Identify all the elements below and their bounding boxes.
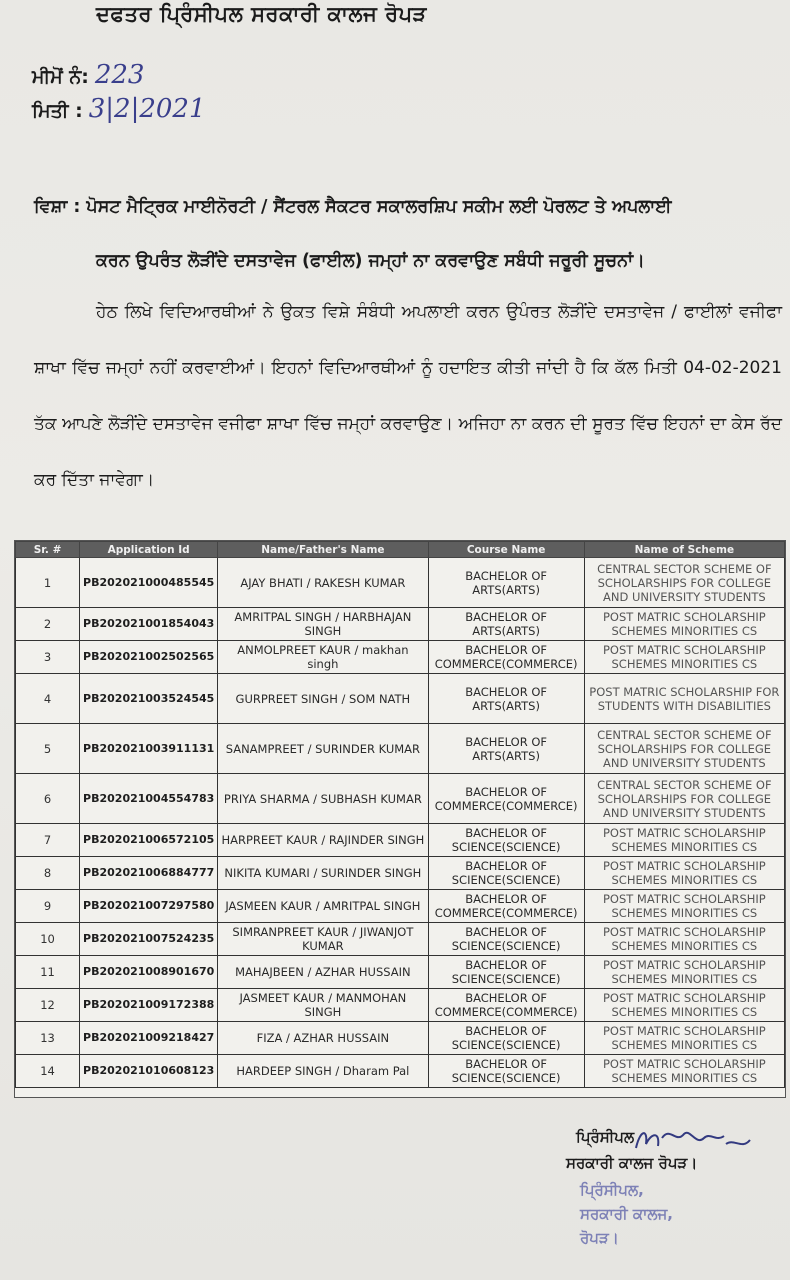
cell-application-id: PB202021007524235 — [80, 923, 218, 956]
cell-scheme: CENTRAL SECTOR SCHEME OF SCHOLARSHIPS FOR COLLEGE AND UNIVERSITY STUDENTS — [584, 774, 784, 824]
cell-scheme: POST MATRIC SCHOLARSHIP SCHEMES MINORITIES CS — [584, 923, 784, 956]
table-row — [16, 989, 785, 1022]
cell-course: BACHELOR OF COMMERCE(COMMERCE) — [428, 890, 584, 923]
date-label: ਮਿਤੀ : — [32, 100, 83, 122]
table-row — [16, 674, 785, 724]
cell-sr: 8 — [16, 857, 80, 890]
office-stamp — [580, 1178, 673, 1250]
cell-course: BACHELOR OF ARTS(ARTS) — [428, 674, 584, 724]
cell-application-id: PB202021003911131 — [80, 724, 218, 774]
table-row — [16, 857, 785, 890]
cell-sr: 10 — [16, 923, 80, 956]
cell-scheme: POST MATRIC SCHOLARSHIP SCHEMES MINORITIES CS — [584, 1022, 784, 1055]
cell-scheme: POST MATRIC SCHOLARSHIP SCHEMES MINORITIES CS — [584, 824, 784, 857]
cell-application-id: PB202021008901670 — [80, 956, 218, 989]
subject — [34, 180, 784, 288]
cell-scheme: POST MATRIC SCHOLARSHIP FOR STUDENTS WITH DISABILITIES — [584, 674, 784, 724]
date-value: 3|2|2021 — [88, 94, 206, 124]
col-header-scheme: Name of Scheme — [584, 542, 784, 558]
cell-scheme: CENTRAL SECTOR SCHEME OF SCHOLARSHIPS FOR COLLEGE AND UNIVERSITY STUDENTS — [584, 724, 784, 774]
date-line — [32, 94, 206, 124]
cell-sr: 4 — [16, 674, 80, 724]
table-row — [16, 1022, 785, 1055]
col-header-application-id: Application Id — [80, 542, 218, 558]
cell-application-id: PB202021009218427 — [80, 1022, 218, 1055]
college-name: ਸਰਕਾਰੀ ਕਾਲਜ ਰੋਪੜ। — [566, 1154, 698, 1172]
cell-name: MAHAJBEEN / AZHAR HUSSAIN — [218, 956, 428, 989]
memo-label: ਮੀਮੋਂ ਨੰ: — [32, 66, 89, 88]
cell-name: PRIYA SHARMA / SUBHASH KUMAR — [218, 774, 428, 824]
cell-name: FIZA / AZHAR HUSSAIN — [218, 1022, 428, 1055]
cell-application-id: PB202021009172388 — [80, 989, 218, 1022]
stamp-line-1: ਪ੍ਰਿੰਸੀਪਲ, — [580, 1181, 644, 1199]
cell-course: BACHELOR OF ARTS(ARTS) — [428, 558, 584, 608]
principal-label: ਪ੍ਰਿੰਸੀਪਲ — [576, 1128, 635, 1146]
office-header: ਦਫਤਰ ਪ੍ਰਿੰਸੀਪਲ ਸਰਕਾਰੀ ਕਾਲਜ ਰੋਪੜ — [96, 2, 427, 26]
cell-scheme: POST MATRIC SCHOLARSHIP SCHEMES MINORITIES CS — [584, 956, 784, 989]
cell-name: GURPREET SINGH / SOM NATH — [218, 674, 428, 724]
cell-sr: 5 — [16, 724, 80, 774]
cell-course: BACHELOR OF COMMERCE(COMMERCE) — [428, 989, 584, 1022]
cell-course: BACHELOR OF SCIENCE(SCIENCE) — [428, 1022, 584, 1055]
stamp-line-3: ਰੋਪੜ। — [580, 1229, 619, 1247]
cell-course: BACHELOR OF ARTS(ARTS) — [428, 724, 584, 774]
cell-course: BACHELOR OF COMMERCE(COMMERCE) — [428, 774, 584, 824]
cell-course: BACHELOR OF COMMERCE(COMMERCE) — [428, 641, 584, 674]
signature-block — [566, 1118, 786, 1278]
cell-application-id: PB202021007297580 — [80, 890, 218, 923]
students-table — [14, 540, 786, 1098]
cell-scheme: POST MATRIC SCHOLARSHIP SCHEMES MINORITIES CS — [584, 989, 784, 1022]
cell-sr: 7 — [16, 824, 80, 857]
cell-sr: 3 — [16, 641, 80, 674]
subject-line-2: ਕਰਨ ਉਪਰੰਤ ਲੋੜੀਂਦੇ ਦਸਤਾਵੇਜ (ਫਾਈਲ) ਜਮ੍ਹਾਂ ਨਾ ਕਰਵਾਉਣ ਸਬੰਧੀ ਜਰੂਰੀ ਸੂਚਨਾਂ। — [96, 251, 645, 271]
cell-name: HARPREET KAUR / RAJINDER SINGH — [218, 824, 428, 857]
cell-name: SIMRANPREET KAUR / JIWANJOT KUMAR — [218, 923, 428, 956]
stamp-line-2: ਸਰਕਾਰੀ ਕਾਲਜ, — [580, 1205, 674, 1223]
cell-scheme: POST MATRIC SCHOLARSHIP SCHEMES MINORITIES CS — [584, 608, 784, 641]
table-row — [16, 824, 785, 857]
cell-name: AMRITPAL SINGH / HARBHAJAN SINGH — [218, 608, 428, 641]
table-row — [16, 608, 785, 641]
cell-sr: 12 — [16, 989, 80, 1022]
notice-body-text: ਹੇਠ ਲਿਖੇ ਵਿਦਿਆਰਥੀਆਂ ਨੇ ਉਕਤ ਵਿਸ਼ੇ ਸੰਬੰਧੀ ਅਪਲਾਈ ਕਰਨ ਉਪੰਰਤ ਲੋੜੀਂਦੇ ਦਸਤਾਵੇਜ / ਫਾਈਲਾਂ ਵਜੀਫਾ ਸ਼ਾਖਾ ਵਿੱਚ ਜਮ੍ਹਾਂ ਨਹੀਂ ਕਰਵਾਈਆਂ। ਇਹਨਾਂ ਵਿਦਿਆਰਥੀਆਂ ਨੂੰ ਹਦਾਇਤ ਕੀਤੀ ਜਾਂਦੀ ਹੈ ਕਿ ਕੱਲ ਮਿਤੀ 04-02-2021 ਤੱਕ ਆਪਣੇ ਲੋੜੀਂਦੇ ਦਸਤਾਵੇਜ ਵਜੀਫਾ ਸ਼ਾਖਾ ਵਿੱਚ ਜਮ੍ਹਾਂ ਕਰਵਾਉਣ। ਅਜਿਹਾ ਨਾ ਕਰਨ ਦੀ ਸੂਰਤ ਵਿੱਚ ਇਹਨਾਂ ਦਾ ਕੇਸ ਰੱਦ ਕਰ ਦਿੱਤਾ ਜਾਵੇਗਾ। — [34, 302, 782, 490]
notice-body — [34, 284, 782, 508]
table-header-row — [16, 542, 785, 558]
cell-scheme: POST MATRIC SCHOLARSHIP SCHEMES MINORITIES CS — [584, 857, 784, 890]
cell-application-id: PB202021006884777 — [80, 857, 218, 890]
table-row — [16, 774, 785, 824]
table-row — [16, 1055, 785, 1088]
cell-scheme: POST MATRIC SCHOLARSHIP SCHEMES MINORITIES CS — [584, 890, 784, 923]
cell-course: BACHELOR OF SCIENCE(SCIENCE) — [428, 1055, 584, 1088]
memo-value: 223 — [94, 60, 145, 90]
cell-course: BACHELOR OF SCIENCE(SCIENCE) — [428, 824, 584, 857]
table-row — [16, 558, 785, 608]
table-row — [16, 890, 785, 923]
table-row — [16, 724, 785, 774]
cell-course: BACHELOR OF SCIENCE(SCIENCE) — [428, 956, 584, 989]
cell-sr: 14 — [16, 1055, 80, 1088]
col-header-name: Name/Father's Name — [218, 542, 428, 558]
cell-scheme: CENTRAL SECTOR SCHEME OF SCHOLARSHIPS FOR COLLEGE AND UNIVERSITY STUDENTS — [584, 558, 784, 608]
cell-course: BACHELOR OF SCIENCE(SCIENCE) — [428, 923, 584, 956]
cell-scheme: POST MATRIC SCHOLARSHIP SCHEMES MINORITIES CS — [584, 1055, 784, 1088]
cell-name: ANMOLPREET KAUR / makhan singh — [218, 641, 428, 674]
cell-application-id: PB202021010608123 — [80, 1055, 218, 1088]
subject-line-1: ਵਿਸ਼ਾ : ਪੋਸਟ ਮੈਟ੍ਰਿਕ ਮਾਈਨੋਰਟੀ / ਸੈਂਟਰਲ ਸੈਕਟਰ ਸਕਾਲਰਸ਼ਿਪ ਸਕੀਮ ਲਈ ਪੋਰਲਟ ਤੇ ਅਪਲਾਈ — [34, 197, 672, 217]
cell-sr: 13 — [16, 1022, 80, 1055]
cell-application-id: PB202021002502565 — [80, 641, 218, 674]
cell-sr: 11 — [16, 956, 80, 989]
col-header-course: Course Name — [428, 542, 584, 558]
table-row — [16, 641, 785, 674]
cell-application-id: PB202021004554783 — [80, 774, 218, 824]
cell-sr: 1 — [16, 558, 80, 608]
cell-name: NIKITA KUMARI / SURINDER SINGH — [218, 857, 428, 890]
cell-sr: 9 — [16, 890, 80, 923]
cell-name: AJAY BHATI / RAKESH KUMAR — [218, 558, 428, 608]
cell-name: JASMEEN KAUR / AMRITPAL SINGH — [218, 890, 428, 923]
cell-sr: 2 — [16, 608, 80, 641]
memo-number — [32, 60, 144, 90]
table-row — [16, 923, 785, 956]
cell-course: BACHELOR OF SCIENCE(SCIENCE) — [428, 857, 584, 890]
table-row — [16, 956, 785, 989]
cell-course: BACHELOR OF ARTS(ARTS) — [428, 608, 584, 641]
cell-application-id: PB202021006572105 — [80, 824, 218, 857]
cell-sr: 6 — [16, 774, 80, 824]
cell-name: JASMEET KAUR / MANMOHAN SINGH — [218, 989, 428, 1022]
cell-application-id: PB202021003524545 — [80, 674, 218, 724]
cell-scheme: POST MATRIC SCHOLARSHIP SCHEMES MINORITIES CS — [584, 641, 784, 674]
cell-name: HARDEEP SINGH / Dharam Pal — [218, 1055, 428, 1088]
cell-application-id: PB202021001854043 — [80, 608, 218, 641]
cell-application-id: PB202021000485545 — [80, 558, 218, 608]
col-header-sr: Sr. # — [16, 542, 80, 558]
cell-name: SANAMPREET / SURINDER KUMAR — [218, 724, 428, 774]
